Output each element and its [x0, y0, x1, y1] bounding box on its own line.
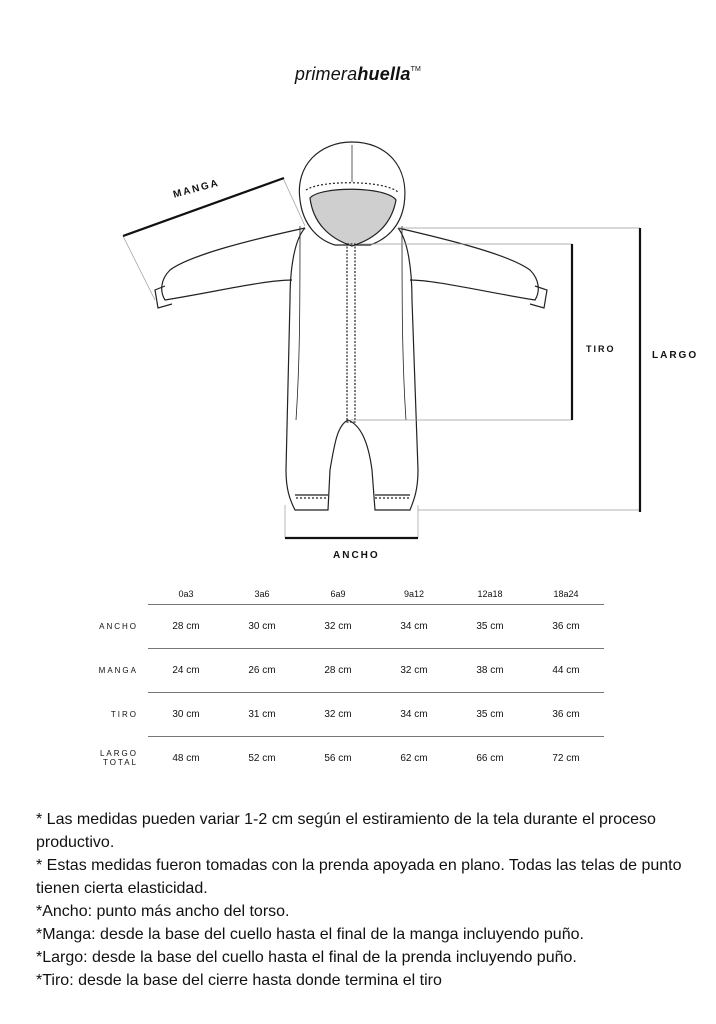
size-col-header: 12a18: [452, 584, 528, 605]
size-col-header: 9a12: [376, 584, 452, 605]
table-cell: 31 cm: [224, 693, 300, 737]
size-table: [62, 584, 604, 780]
note-line: *Manga: desde la base del cuello hasta el final de la manga incluyendo puño.: [36, 926, 584, 943]
table-cell: 30 cm: [224, 605, 300, 649]
table-row: [62, 737, 604, 781]
table-cell: 36 cm: [528, 693, 604, 737]
tiro-label: TIRO: [586, 344, 616, 354]
table-cell: 48 cm: [172, 753, 200, 764]
table-cell: 30 cm: [148, 693, 224, 737]
trademark-mark: TM: [410, 66, 422, 73]
size-col-header: 0a3: [148, 584, 224, 605]
table-cell: 35 cm: [452, 605, 528, 649]
right-sleeve: [398, 228, 538, 300]
table-cell: 52 cm: [248, 753, 276, 764]
note-line: *Tiro: desde la base del cierre hasta donde termina el tiro: [36, 972, 442, 989]
table-cell: 32 cm: [300, 605, 376, 649]
garment-diagram: [0, 130, 716, 550]
note-line: * Las medidas pueden variar 1-2 cm según el estiramiento de la tela durante el proceso productivo.: [36, 811, 656, 851]
table-cell: 26 cm: [224, 649, 300, 693]
brand-name-light: primera: [294, 64, 358, 84]
manga-label: MANGA: [172, 177, 222, 201]
table-row: [62, 693, 604, 737]
hood-lining: [310, 189, 396, 246]
table-cell: 28 cm: [300, 649, 376, 693]
row-label: LARGO TOTAL: [99, 749, 138, 768]
table-cell: 32 cm: [376, 649, 452, 693]
table-cell: 32 cm: [300, 693, 376, 737]
size-col-header: 6a9: [300, 584, 376, 605]
ancho-label: ANCHO: [333, 550, 380, 561]
table-cell: 34 cm: [376, 693, 452, 737]
table-cell: 24 cm: [148, 649, 224, 693]
table-cell: 38 cm: [452, 649, 528, 693]
measurement-notes: [36, 808, 686, 992]
table-cell: 34 cm: [376, 605, 452, 649]
table-cell: 62 cm: [400, 753, 428, 764]
left-sleeve: [162, 228, 305, 300]
size-header-corner: [62, 584, 148, 605]
size-col-header: 3a6: [224, 584, 300, 605]
largo-label: LARGO: [652, 350, 699, 361]
note-line: *Ancho: punto más ancho del torso.: [36, 903, 290, 920]
note-line: * Estas medidas fueron tomadas con la prenda apoyada en plano. Todas las telas de punto tienen cierta elasticidad.: [36, 857, 682, 897]
table-row: [62, 649, 604, 693]
table-row: [62, 605, 604, 649]
size-header-row: [62, 584, 604, 605]
table-cell: 36 cm: [528, 605, 604, 649]
body-outline: [286, 228, 418, 510]
zipper: [347, 244, 355, 422]
table-cell: 35 cm: [452, 693, 528, 737]
brand-logo: [0, 64, 716, 85]
table-cell: 56 cm: [324, 753, 352, 764]
table-cell: 28 cm: [148, 605, 224, 649]
table-cell: 66 cm: [476, 753, 504, 764]
table-cell: 44 cm: [528, 649, 604, 693]
brand-name-bold: huella: [357, 64, 411, 84]
note-line: *Largo: desde la base del cuello hasta el final de la prenda incluyendo puño.: [36, 949, 577, 966]
size-col-header: 18a24: [528, 584, 604, 605]
row-label: ANCHO: [99, 622, 138, 631]
table-cell: 72 cm: [552, 753, 580, 764]
row-label: MANGA: [98, 666, 138, 675]
row-label: TIRO: [110, 710, 138, 719]
